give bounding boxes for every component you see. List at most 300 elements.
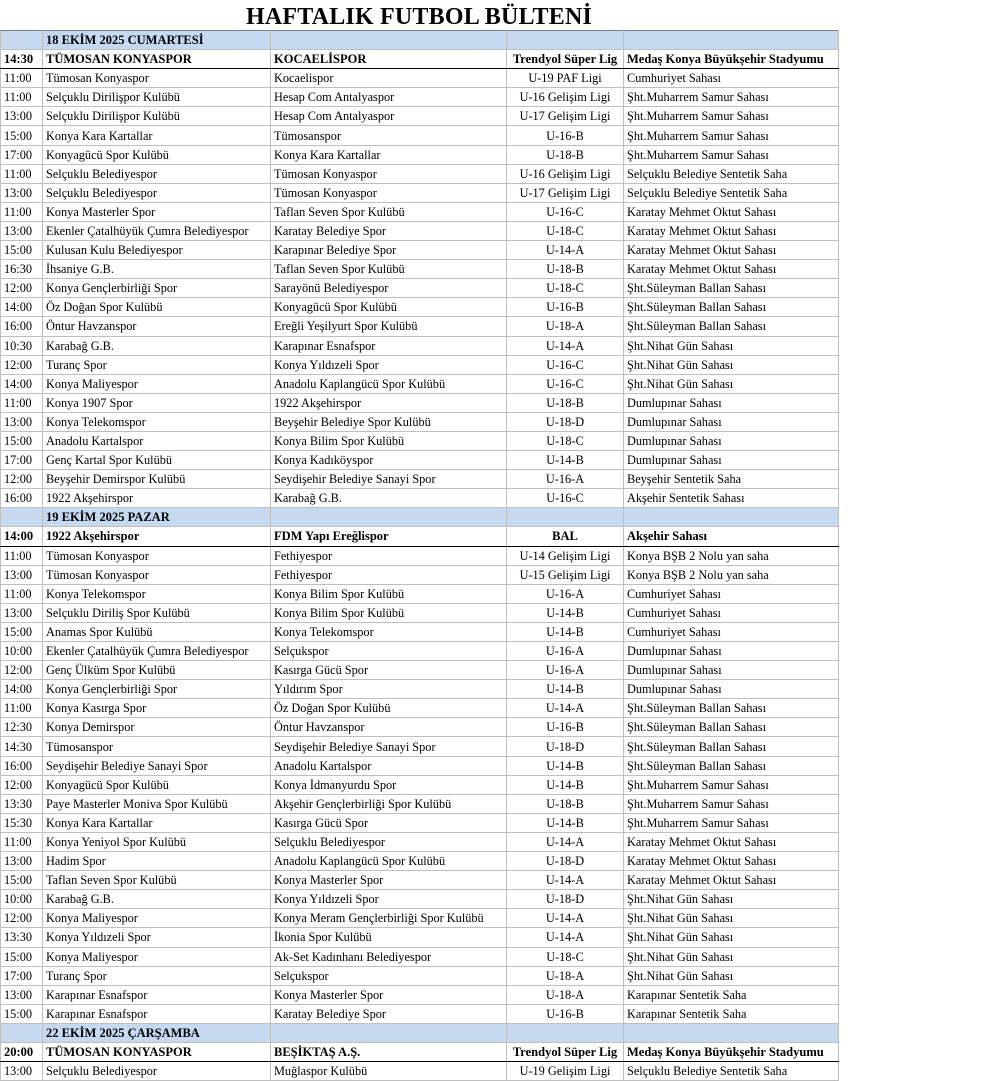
match-time: 15:00 (1, 431, 43, 450)
venue-name: Karatay Mehmet Oktut Sahası (624, 202, 839, 221)
match-time: 11:00 (1, 699, 43, 718)
match-time: 11:00 (1, 832, 43, 851)
match-time: 13:00 (1, 412, 43, 431)
match-time: 16:00 (1, 756, 43, 775)
home-team: Karabağ G.B. (43, 336, 271, 355)
match-time: 15:00 (1, 622, 43, 641)
day-header-spacer (271, 508, 507, 527)
home-team: Konya Kara Kartallar (43, 126, 271, 145)
match-time: 15:00 (1, 871, 43, 890)
league-name: U-19 Gelişim Ligi (507, 1062, 624, 1081)
away-team: Anadolu Kartalspor (271, 756, 507, 775)
table-row (1, 909, 839, 928)
away-team: Taflan Seven Spor Kulübü (271, 260, 507, 279)
league-name: U-18-D (507, 737, 624, 756)
day-header-spacer (624, 508, 839, 527)
table-row (1, 183, 839, 202)
home-team: Konya Kara Kartallar (43, 813, 271, 832)
away-team: Karapınar Esnafspor (271, 336, 507, 355)
match-time: 15:30 (1, 813, 43, 832)
table-row (1, 737, 839, 756)
home-team: Tümosanspor (43, 737, 271, 756)
league-name: U-18-C (507, 947, 624, 966)
away-team: Kocaelispor (271, 69, 507, 88)
league-name: U-17 Gelişim Ligi (507, 183, 624, 202)
match-time: 17:00 (1, 451, 43, 470)
venue-name: Dumlupınar Sahası (624, 431, 839, 450)
match-time: 11:00 (1, 546, 43, 565)
home-team: Karapınar Esnafspor (43, 1004, 271, 1023)
venue-name: Şht.Muharrem Samur Sahası (624, 794, 839, 813)
league-name: U-14-A (507, 871, 624, 890)
league-name: U-16-A (507, 470, 624, 489)
table-row (1, 699, 839, 718)
venue-name: Dumlupınar Sahası (624, 393, 839, 412)
venue-name: Karatay Mehmet Oktut Sahası (624, 871, 839, 890)
table-row (1, 890, 839, 909)
match-time: 10:00 (1, 642, 43, 661)
away-team: Tümosan Konyaspor (271, 164, 507, 183)
league-name: U-14-A (507, 928, 624, 947)
away-team: Öntur Havzanspor (271, 718, 507, 737)
league-name: U-14 Gelişim Ligi (507, 546, 624, 565)
away-team: Karatay Belediye Spor (271, 221, 507, 240)
away-team: İkonia Spor Kulübü (271, 928, 507, 947)
venue-name: Karatay Mehmet Oktut Sahası (624, 241, 839, 260)
venue-name: Karatay Mehmet Oktut Sahası (624, 260, 839, 279)
league-name: U-14-B (507, 603, 624, 622)
venue-name: Şht.Nihat Gün Sahası (624, 336, 839, 355)
day-header-label: 22 EKİM 2025 ÇARŞAMBA (43, 1023, 271, 1042)
league-name: U-14-A (507, 832, 624, 851)
day-header-spacer (1, 1023, 43, 1042)
table-row (1, 317, 839, 336)
table-row (1, 412, 839, 431)
venue-name: Dumlupınar Sahası (624, 661, 839, 680)
home-team: Tümosan Konyaspor (43, 69, 271, 88)
table-row (1, 775, 839, 794)
table-row (1, 832, 839, 851)
match-time: 11:00 (1, 88, 43, 107)
league-name: U-14-B (507, 622, 624, 641)
venue-name: Cumhuriyet Sahası (624, 603, 839, 622)
venue-name: Şht.Süleyman Ballan Sahası (624, 756, 839, 775)
away-team: Öz Doğan Spor Kulübü (271, 699, 507, 718)
away-team: Tümosan Konyaspor (271, 183, 507, 202)
away-team: Konya İdmanyurdu Spor (271, 775, 507, 794)
away-team: Karatay Belediye Spor (271, 1004, 507, 1023)
league-name: U-14-B (507, 680, 624, 699)
home-team: Hadim Spor (43, 852, 271, 871)
home-team: Kulusan Kulu Belediyespor (43, 241, 271, 260)
venue-name: Şht.Nihat Gün Sahası (624, 966, 839, 985)
league-name: U-18-A (507, 317, 624, 336)
home-team: Konya Masterler Spor (43, 202, 271, 221)
venue-name: Medaş Konya Büyükşehir Stadyumu (624, 1042, 839, 1061)
match-time: 17:00 (1, 145, 43, 164)
venue-name: Karapınar Sentetik Saha (624, 1004, 839, 1023)
day-header-spacer (507, 31, 624, 50)
venue-name: Karatay Mehmet Oktut Sahası (624, 852, 839, 871)
league-name: U-16-C (507, 355, 624, 374)
venue-name: Cumhuriyet Sahası (624, 622, 839, 641)
league-name: U-14-B (507, 813, 624, 832)
table-row (1, 756, 839, 775)
league-name: U-18-B (507, 393, 624, 412)
away-team: Ak-Set Kadınhanı Belediyespor (271, 947, 507, 966)
match-time: 10:00 (1, 890, 43, 909)
league-name: U-18-D (507, 890, 624, 909)
home-team: Konyagücü Spor Kulübü (43, 145, 271, 164)
league-name: U-14-A (507, 909, 624, 928)
table-row (1, 393, 839, 412)
match-time: 15:00 (1, 1004, 43, 1023)
venue-name: Şht.Nihat Gün Sahası (624, 374, 839, 393)
match-time: 14:00 (1, 374, 43, 393)
venue-name: Konya BŞB 2 Nolu yan saha (624, 565, 839, 584)
match-time: 12:00 (1, 279, 43, 298)
venue-name: Şht.Nihat Gün Sahası (624, 909, 839, 928)
away-team: Konya Bilim Spor Kulübü (271, 584, 507, 603)
away-team: FDM Yapı Ereğlispor (271, 527, 507, 546)
league-name: U-18-A (507, 966, 624, 985)
home-team: Öntur Havzanspor (43, 317, 271, 336)
table-row (1, 298, 839, 317)
match-time: 13:00 (1, 603, 43, 622)
home-team: Konya Gençlerbirliği Spor (43, 680, 271, 699)
league-name: U-15 Gelişim Ligi (507, 565, 624, 584)
venue-name: Cumhuriyet Sahası (624, 584, 839, 603)
match-time: 14:30 (1, 737, 43, 756)
match-time: 13:00 (1, 221, 43, 240)
match-time: 14:30 (1, 50, 43, 69)
league-name: U-14-B (507, 451, 624, 470)
table-row (1, 813, 839, 832)
match-time: 13:00 (1, 985, 43, 1004)
table-row (1, 221, 839, 240)
match-time: 16:30 (1, 260, 43, 279)
home-team: Konya 1907 Spor (43, 393, 271, 412)
league-name: U-18-A (507, 985, 624, 1004)
home-team: Paye Masterler Moniva Spor Kulübü (43, 794, 271, 813)
league-name: U-14-B (507, 756, 624, 775)
match-time: 11:00 (1, 393, 43, 412)
venue-name: Şht.Süleyman Ballan Sahası (624, 699, 839, 718)
home-team: Selçuklu Belediyespor (43, 1062, 271, 1081)
venue-name: Şht.Muharrem Samur Sahası (624, 813, 839, 832)
day-header-label: 18 EKİM 2025 CUMARTESİ (43, 31, 271, 50)
home-team: Selçuklu Dirilişpor Kulübü (43, 107, 271, 126)
venue-name: Selçuklu Belediye Sentetik Saha (624, 1062, 839, 1081)
league-name: U-16-A (507, 642, 624, 661)
away-team: Konya Yıldızeli Spor (271, 890, 507, 909)
home-team: Beyşehir Demirspor Kulübü (43, 470, 271, 489)
venue-name: Dumlupınar Sahası (624, 680, 839, 699)
table-row (1, 336, 839, 355)
away-team: Seydişehir Belediye Sanayi Spor (271, 737, 507, 756)
venue-name: Şht.Süleyman Ballan Sahası (624, 718, 839, 737)
match-time: 14:00 (1, 298, 43, 317)
day-header-label: 19 EKİM 2025 PAZAR (43, 508, 271, 527)
table-row (1, 1062, 839, 1081)
match-time: 12:30 (1, 718, 43, 737)
league-name: U-16-A (507, 584, 624, 603)
home-team: Konya Telekomspor (43, 584, 271, 603)
table-row (1, 489, 839, 508)
league-name: U-19 PAF Ligi (507, 69, 624, 88)
home-team: Selçuklu Diriliş Spor Kulübü (43, 603, 271, 622)
table-row (1, 985, 839, 1004)
table-row (1, 107, 839, 126)
away-team: Hesap Com Antalyaspor (271, 107, 507, 126)
day-header-row (1, 1023, 839, 1042)
away-team: Konyagücü Spor Kulübü (271, 298, 507, 317)
away-team: Taflan Seven Spor Kulübü (271, 202, 507, 221)
away-team: Karapınar Belediye Spor (271, 241, 507, 260)
home-team: TÜMOSAN KONYASPOR (43, 1042, 271, 1061)
day-header-spacer (624, 1023, 839, 1042)
league-name: U-16-C (507, 202, 624, 221)
venue-name: Karapınar Sentetik Saha (624, 985, 839, 1004)
match-time: 11:00 (1, 202, 43, 221)
table-row (1, 1004, 839, 1023)
match-time: 13:00 (1, 1062, 43, 1081)
venue-name: Medaş Konya Büyükşehir Stadyumu (624, 50, 839, 69)
day-header-row (1, 508, 839, 527)
away-team: Konya Meram Gençlerbirliği Spor Kulübü (271, 909, 507, 928)
home-team: Karabağ G.B. (43, 890, 271, 909)
day-header-spacer (271, 1023, 507, 1042)
table-row (1, 470, 839, 489)
venue-name: Şht.Muharrem Samur Sahası (624, 775, 839, 794)
away-team: Konya Kadıköyspor (271, 451, 507, 470)
away-team: Yıldırım Spor (271, 680, 507, 699)
league-name: U-16-C (507, 489, 624, 508)
league-name: U-16-B (507, 126, 624, 145)
home-team: Anamas Spor Kulübü (43, 622, 271, 641)
featured-match-row (1, 1042, 839, 1061)
venue-name: Şht.Süleyman Ballan Sahası (624, 279, 839, 298)
away-team: Beyşehir Belediye Spor Kulübü (271, 412, 507, 431)
day-header-spacer (1, 31, 43, 50)
match-time: 12:00 (1, 470, 43, 489)
away-team: Karabağ G.B. (271, 489, 507, 508)
home-team: Anadolu Kartalspor (43, 431, 271, 450)
match-time: 15:00 (1, 947, 43, 966)
home-team: TÜMOSAN KONYASPOR (43, 50, 271, 69)
away-team: Selçuklu Belediyespor (271, 832, 507, 851)
league-name: U-16-A (507, 661, 624, 680)
away-team: Akşehir Gençlerbirliği Spor Kulübü (271, 794, 507, 813)
home-team: Ekenler Çatalhüyük Çumra Belediyespor (43, 221, 271, 240)
away-team: Kasırga Gücü Spor (271, 813, 507, 832)
table-row (1, 69, 839, 88)
home-team: Selçuklu Belediyespor (43, 183, 271, 202)
league-name: U-18-C (507, 431, 624, 450)
match-time: 13:00 (1, 852, 43, 871)
table-row (1, 622, 839, 641)
venue-name: Karatay Mehmet Oktut Sahası (624, 832, 839, 851)
day-header-spacer (1, 508, 43, 527)
day-header-spacer (624, 31, 839, 50)
away-team: Konya Masterler Spor (271, 871, 507, 890)
home-team: Konya Maliyespor (43, 374, 271, 393)
match-time: 11:00 (1, 69, 43, 88)
table-row (1, 871, 839, 890)
featured-match-row (1, 527, 839, 546)
table-row (1, 546, 839, 565)
league-name: U-16-B (507, 298, 624, 317)
home-team: Konya Yıldızeli Spor (43, 928, 271, 947)
away-team: Kasırga Gücü Spor (271, 661, 507, 680)
table-row (1, 603, 839, 622)
away-team: Seydişehir Belediye Sanayi Spor (271, 470, 507, 489)
table-row (1, 374, 839, 393)
table-row (1, 202, 839, 221)
venue-name: Cumhuriyet Sahası (624, 69, 839, 88)
away-team: Selçukspor (271, 966, 507, 985)
away-team: Konya Telekomspor (271, 622, 507, 641)
league-name: U-17 Gelişim Ligi (507, 107, 624, 126)
table-row (1, 565, 839, 584)
league-name: U-14-A (507, 699, 624, 718)
match-time: 12:00 (1, 661, 43, 680)
table-row (1, 88, 839, 107)
match-time: 16:00 (1, 489, 43, 508)
away-team: Hesap Com Antalyaspor (271, 88, 507, 107)
table-row (1, 260, 839, 279)
match-time: 13:00 (1, 565, 43, 584)
home-team: Seydişehir Belediye Sanayi Spor (43, 756, 271, 775)
away-team: 1922 Akşehirspor (271, 393, 507, 412)
home-team: Konya Demirspor (43, 718, 271, 737)
league-name: U-16 Gelişim Ligi (507, 88, 624, 107)
featured-match-row (1, 50, 839, 69)
home-team: İhsaniye G.B. (43, 260, 271, 279)
league-name: Trendyol Süper Lig (507, 50, 624, 69)
home-team: Konya Kasırga Spor (43, 699, 271, 718)
table-row (1, 661, 839, 680)
away-team: Selçukspor (271, 642, 507, 661)
home-team: Konya Yeniyol Spor Kulübü (43, 832, 271, 851)
match-time: 10:30 (1, 336, 43, 355)
home-team: Selçuklu Dirilişpor Kulübü (43, 88, 271, 107)
home-team: Genç Ülküm Spor Kulübü (43, 661, 271, 680)
match-time: 12:00 (1, 355, 43, 374)
match-time: 13:30 (1, 928, 43, 947)
page-title: HAFTALIK FUTBOL BÜLTENİ (245, 4, 593, 30)
day-header-spacer (271, 31, 507, 50)
home-team: Öz Doğan Spor Kulübü (43, 298, 271, 317)
venue-name: Şht.Nihat Gün Sahası (624, 355, 839, 374)
away-team: Tümosanspor (271, 126, 507, 145)
match-time: 13:30 (1, 794, 43, 813)
venue-name: Şht.Muharrem Samur Sahası (624, 107, 839, 126)
home-team: Ekenler Çatalhüyük Çumra Belediyespor (43, 642, 271, 661)
away-team: Konya Bilim Spor Kulübü (271, 603, 507, 622)
table-row (1, 279, 839, 298)
away-team: Fethiyespor (271, 565, 507, 584)
venue-name: Şht.Süleyman Ballan Sahası (624, 298, 839, 317)
venue-name: Şht.Süleyman Ballan Sahası (624, 737, 839, 756)
away-team: Sarayönü Belediyespor (271, 279, 507, 298)
away-team: Anadolu Kaplangücü Spor Kulübü (271, 374, 507, 393)
venue-name: Karatay Mehmet Oktut Sahası (624, 221, 839, 240)
venue-name: Beyşehir Sentetik Saha (624, 470, 839, 489)
venue-name: Dumlupınar Sahası (624, 451, 839, 470)
home-team: Konya Telekomspor (43, 412, 271, 431)
match-time: 12:00 (1, 909, 43, 928)
league-name: U-18-B (507, 145, 624, 164)
table-row (1, 126, 839, 145)
league-name: U-16-B (507, 1004, 624, 1023)
home-team: 1922 Akşehirspor (43, 489, 271, 508)
home-team: Konyagücü Spor Kulübü (43, 775, 271, 794)
league-name: U-16-C (507, 374, 624, 393)
home-team: Konya Gençlerbirliği Spor (43, 279, 271, 298)
league-name: U-18-D (507, 852, 624, 871)
table-row (1, 241, 839, 260)
venue-name: Şht.Süleyman Ballan Sahası (624, 317, 839, 336)
day-header-spacer (507, 1023, 624, 1042)
venue-name: Selçuklu Belediye Sentetik Saha (624, 183, 839, 202)
match-time: 17:00 (1, 966, 43, 985)
league-name: Trendyol Süper Lig (507, 1042, 624, 1061)
table-row (1, 966, 839, 985)
away-team: Konya Bilim Spor Kulübü (271, 431, 507, 450)
match-time: 20:00 (1, 1042, 43, 1061)
day-header-row (1, 31, 839, 50)
away-team: Konya Kara Kartallar (271, 145, 507, 164)
venue-name: Selçuklu Belediye Sentetik Saha (624, 164, 839, 183)
match-time: 12:00 (1, 775, 43, 794)
table-row (1, 928, 839, 947)
table-row (1, 947, 839, 966)
home-team: Tümosan Konyaspor (43, 565, 271, 584)
league-name: U-14-A (507, 336, 624, 355)
home-team: Genç Kartal Spor Kulübü (43, 451, 271, 470)
table-row (1, 718, 839, 737)
home-team: Karapınar Esnafspor (43, 985, 271, 1004)
home-team: Konya Maliyespor (43, 909, 271, 928)
match-time: 14:00 (1, 527, 43, 546)
home-team: 1922 Akşehirspor (43, 527, 271, 546)
league-name: U-16 Gelişim Ligi (507, 164, 624, 183)
day-header-spacer (507, 508, 624, 527)
away-team: BEŞİKTAŞ A.Ş. (271, 1042, 507, 1061)
venue-name: Şht.Muharrem Samur Sahası (624, 88, 839, 107)
venue-name: Dumlupınar Sahası (624, 412, 839, 431)
league-name: U-14-B (507, 775, 624, 794)
match-time: 11:00 (1, 584, 43, 603)
home-team: Selçuklu Belediyespor (43, 164, 271, 183)
home-team: Tümosan Konyaspor (43, 546, 271, 565)
league-name: U-18-C (507, 221, 624, 240)
venue-name: Akşehir Sahası (624, 527, 839, 546)
venue-name: Konya BŞB 2 Nolu yan saha (624, 546, 839, 565)
league-name: U-18-C (507, 279, 624, 298)
league-name: U-14-A (507, 241, 624, 260)
table-row (1, 164, 839, 183)
table-row (1, 852, 839, 871)
venue-name: Şht.Nihat Gün Sahası (624, 890, 839, 909)
table-row (1, 431, 839, 450)
match-time: 15:00 (1, 241, 43, 260)
match-time: 13:00 (1, 107, 43, 126)
league-name: U-16-B (507, 718, 624, 737)
league-name: BAL (507, 527, 624, 546)
fixture-table (0, 30, 839, 1081)
